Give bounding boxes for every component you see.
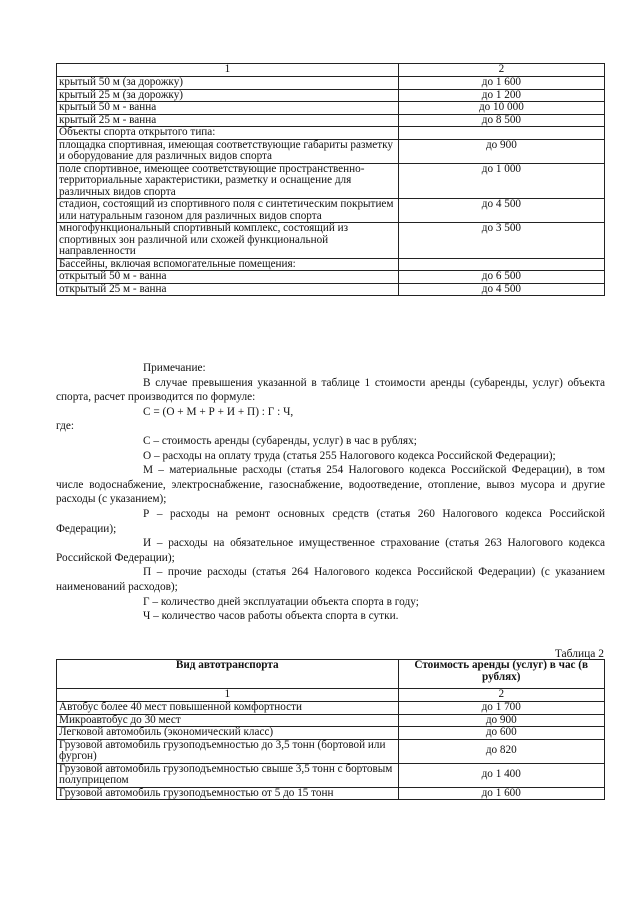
table-row <box>57 702 605 715</box>
table-row <box>57 77 605 90</box>
vehicle-price: до 1 400 <box>398 763 605 787</box>
vehicle-price: до 820 <box>398 739 605 763</box>
table-row <box>57 102 605 115</box>
sports-facilities-price-table <box>56 63 605 296</box>
formula-term: Р – расходы на ремонт основных средств (статья 260 Налогового кодекса Российской Федерации); <box>56 507 605 535</box>
facility-price: до 8 500 <box>398 114 604 127</box>
table-row <box>57 258 605 271</box>
vehicle-price: до 1 700 <box>398 702 605 715</box>
vehicle-price: до 900 <box>398 714 605 727</box>
column-number-2: 2 <box>398 689 605 702</box>
facility-price: до 4 500 <box>398 199 604 223</box>
facility-name: многофункциональный спортивный комплекс, состоящий из спортивных зон различной или схожей функциональной направленности <box>57 223 399 259</box>
facility-price: до 900 <box>398 139 604 163</box>
facility-name: крытый 50 м (за дорожку) <box>57 77 399 90</box>
table-row <box>57 89 605 102</box>
facility-price: до 1 000 <box>398 163 604 199</box>
note-intro: В случае превышения указанной в таблице 1 стоимости аренды (субаренды, услуг) объекта спорта, расчет производится по формуле: <box>56 376 605 404</box>
facility-name: площадка спортивная, имеющая соответствующие габариты разметку и оборудование для различных видов спорта <box>57 139 399 163</box>
facility-name: крытый 25 м (за дорожку) <box>57 89 399 102</box>
facility-price: до 4 500 <box>398 283 604 296</box>
facility-price: до 10 000 <box>398 102 604 115</box>
vehicle-name: Грузовой автомобиль грузоподъемностью свыше 3,5 тонн с бортовым полуприцепом <box>57 763 399 787</box>
cost-formula: С = (О + М + Р + И + П) : Г : Ч, <box>143 405 294 418</box>
table-row <box>57 163 605 199</box>
formula-term: О – расходы на оплату труда (статья 255 Налогового кодекса Российской Федерации); <box>143 449 556 462</box>
formula-term: Ч – количество часов работы объекта спорта в сутки. <box>143 610 399 623</box>
section-heading: Объекты спорта открытого типа: <box>57 127 399 140</box>
table-row <box>57 139 605 163</box>
facility-price: до 1 600 <box>398 77 604 90</box>
vehicle-price: до 1 600 <box>398 787 605 800</box>
vehicle-name: Легковой автомобиль (экономический класс) <box>57 727 399 740</box>
table-row <box>57 727 605 740</box>
facility-name: крытый 50 м - ванна <box>57 102 399 115</box>
column-number-1: 1 <box>57 689 399 702</box>
facility-price: до 6 500 <box>398 271 604 284</box>
vehicle-price: до 600 <box>398 727 605 740</box>
column-number-2: 2 <box>398 64 604 77</box>
facility-name: открытый 25 м - ванна <box>57 283 399 296</box>
table-2-label: Таблица 2 <box>554 648 604 660</box>
rental-cost-header: Стоимость аренды (услуг) в час (в рублях) <box>398 660 605 689</box>
column-numbers-row <box>57 689 605 702</box>
facility-name: поле спортивное, имеющее соответствующие пространственно-территориальные характеристики, разметку и оснащение для различных видов спорта <box>57 163 399 199</box>
table-row <box>57 763 605 787</box>
column-number-1: 1 <box>57 64 399 77</box>
vehicle-name: Автобус более 40 мест повышенной комфортности <box>57 702 399 715</box>
vehicle-name: Грузовой автомобиль грузоподъемностью от 5 до 15 тонн <box>57 787 399 800</box>
section-heading: Бассейны, включая вспомогательные помещения: <box>57 258 399 271</box>
vehicle-rental-price-table <box>56 659 605 800</box>
table-row <box>57 739 605 763</box>
facility-price: до 1 200 <box>398 89 604 102</box>
formula-term: С – стоимость аренды (субаренды, услуг) в час в рублях; <box>143 434 417 447</box>
vehicle-type-header: Вид автотранспорта <box>57 660 399 689</box>
table-row <box>57 114 605 127</box>
formula-term: М – материальные расходы (статья 254 Налогового кодекса Российской Федерации), в том числе водоснабжение, электроснабжение, газоснабжение, водоотведение, отопление, вывоз мусора и другие расходы (с указанием); <box>56 464 605 506</box>
facility-name: стадион, состоящий из спортивного поля с синтетическим покрытием или натуральным газоном для различных видов спорта <box>57 199 399 223</box>
table-row <box>57 199 605 223</box>
facility-price <box>398 127 604 140</box>
formula-term: Г – количество дней эксплуатации объекта спорта в году; <box>143 595 419 608</box>
vehicle-name: Микроавтобус до 30 мест <box>57 714 399 727</box>
table-header-row <box>57 64 605 77</box>
note-section <box>56 361 605 624</box>
formula-term: И – расходы на обязательное имущественное страхование (статья 263 Налогового кодекса Российской Федерации); <box>56 537 605 564</box>
facility-name: крытый 25 м - ванна <box>57 114 399 127</box>
facility-price <box>398 258 604 271</box>
table-row <box>57 714 605 727</box>
facility-name: открытый 50 м - ванна <box>57 271 399 284</box>
formula-term: П – прочие расходы (статья 264 Налогового кодекса Российской Федерации) (с указанием наименований расходов); <box>56 566 605 593</box>
table-row <box>57 283 605 296</box>
table-row <box>57 127 605 140</box>
vehicle-name: Грузовой автомобиль грузоподъемностью до 3,5 тонн (бортовой или фургон) <box>57 739 399 763</box>
note-where: где: <box>56 420 74 433</box>
table-row <box>57 787 605 800</box>
facility-price: до 3 500 <box>398 223 604 259</box>
table-header-row <box>57 660 605 689</box>
note-title: Примечание: <box>143 362 206 374</box>
table-row <box>57 223 605 259</box>
table-row <box>57 271 605 284</box>
